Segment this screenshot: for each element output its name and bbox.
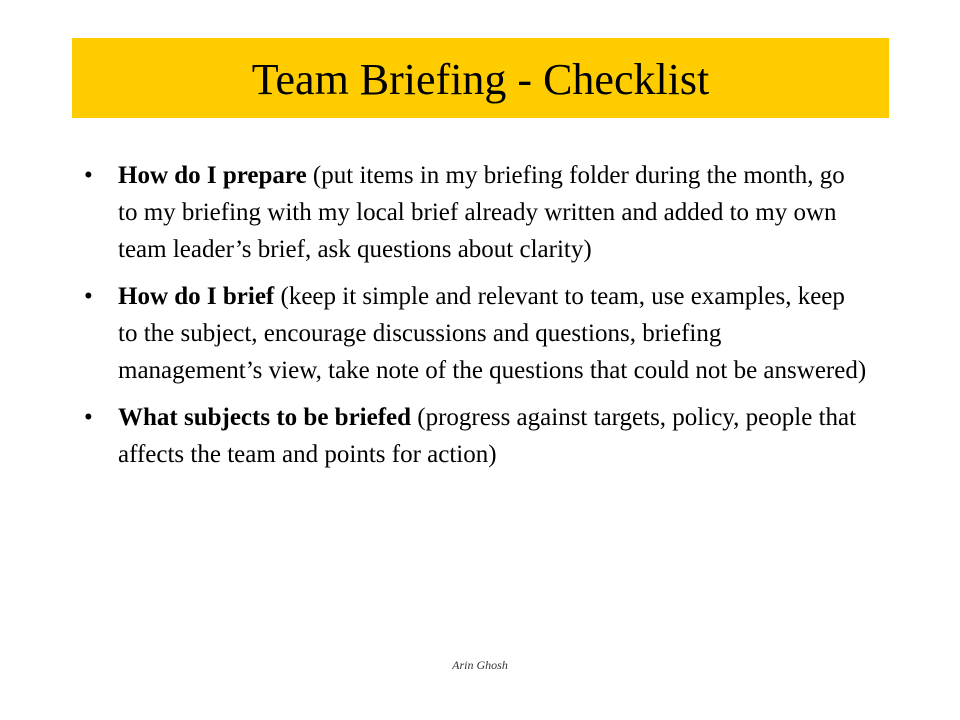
bullet-detail: (progress against targets, policy, people that affects the team and points for action): [118, 404, 857, 468]
bullet-detail: (keep it simple and relevant to team, use examples, keep to the subject, encourage discussions and questions, briefing management’s view, take note of the questions that could not be answered): [118, 283, 867, 384]
author-footer: Arin Ghosh: [452, 658, 508, 672]
bullet-detail: (put items in my briefing folder during the month, go to my briefing with my local brief already written and added to my own team leader’s brief, ask questions about clarity): [118, 162, 845, 263]
bullet-heading: What subjects to be briefed: [118, 404, 412, 431]
checklist-item-brief: [80, 278, 870, 389]
bullet-icon: •: [84, 162, 93, 189]
bullet-heading: How do I prepare: [118, 162, 307, 189]
bullet-icon: •: [84, 404, 93, 431]
bullet-heading: How do I brief: [118, 283, 275, 310]
checklist: [80, 157, 870, 483]
slide-title: Team Briefing - Checklist: [251, 55, 710, 104]
checklist-item-prepare: [80, 157, 870, 268]
bullet-icon: •: [84, 283, 93, 310]
title-banner: [72, 38, 889, 118]
checklist-item-subjects: [80, 399, 870, 473]
